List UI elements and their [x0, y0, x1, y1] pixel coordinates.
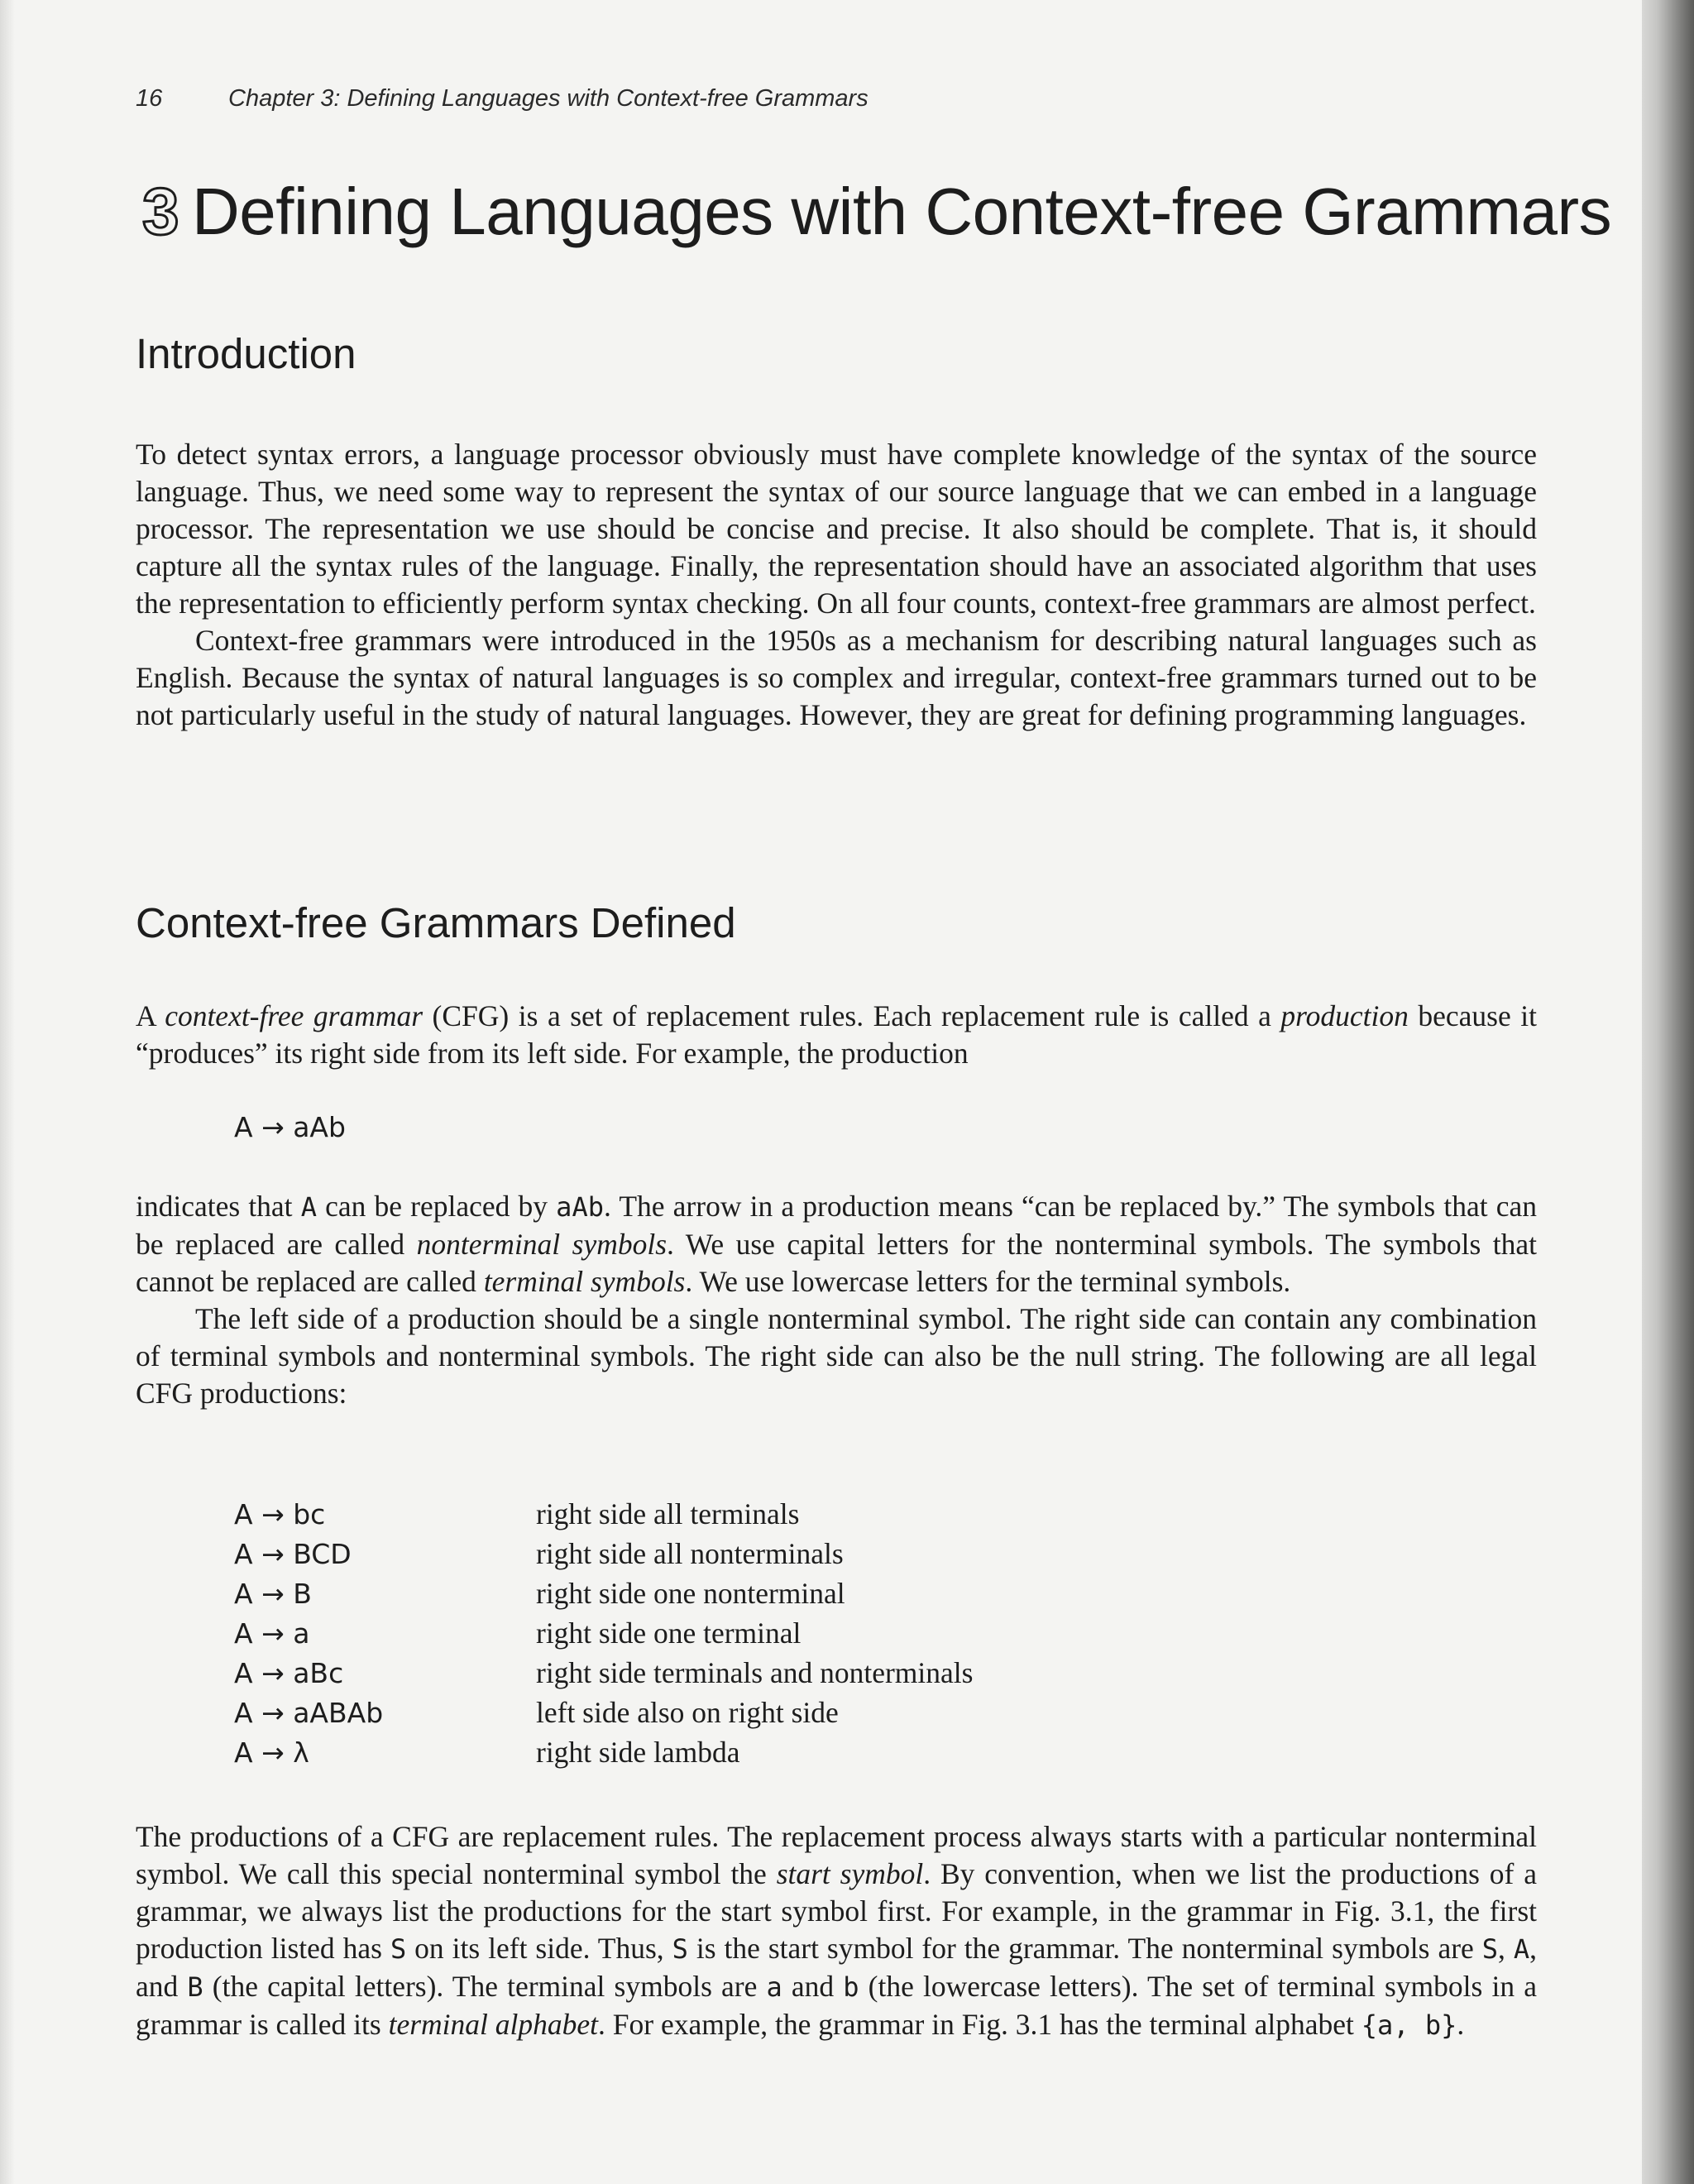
list-item: [234, 1613, 1227, 1653]
cfg-text-2: [136, 1188, 1537, 1412]
symbol: A: [1513, 1933, 1530, 1965]
intro-paragraph-1: To detect syntax errors, a language processor obviously must have complete knowledge of the syntax of the source language. Thus, we need some way to represent the syntax of our source language that we can embed in a language processor. The representation we use should be concise and precise. It also should be complete. That is, it should capture all the syntax rules of the language. Finally, the representation should have an associated algorithm that uses the representation to efficiently perform syntax checking. On all four counts, context-free grammars are almost perfect.: [136, 438, 1537, 620]
production-description: right side lambda: [536, 1736, 740, 1769]
term-production: production: [1280, 999, 1409, 1032]
list-item: [234, 1732, 1227, 1772]
page-number: 16: [136, 85, 163, 112]
production: A → aABAb: [234, 1696, 384, 1729]
symbol: S: [672, 1933, 688, 1965]
production-description: right side one terminal: [536, 1616, 802, 1650]
symbol: S: [1481, 1933, 1499, 1965]
page-edge-shadow: [0, 0, 15, 2184]
term-terminal-alphabet: terminal alphabet: [388, 2008, 599, 2041]
production-description: left side also on right side: [536, 1696, 839, 1729]
production: A → λ: [234, 1736, 309, 1769]
running-head-title: Chapter 3: Defining Languages with Context-free Grammars: [228, 85, 869, 112]
cfg-paragraph-2: indicates that A can be replaced by aAb. The arrow in a production means “can be replaced by.” The symbols that can be replaced are called nonterminal symbols. We use capital letters for the nonterminal symbols. The symbols that cannot be replaced are called terminal symbols. We use lowercase letters for the terminal symbols.: [136, 1190, 1538, 1298]
symbol: a: [766, 1971, 782, 2003]
intro-text: [136, 436, 1537, 734]
chapter-title: [142, 174, 1611, 250]
symbol: b: [843, 1971, 859, 2003]
symbol: S: [390, 1933, 407, 1965]
production-description: right side one nonterminal: [536, 1577, 845, 1610]
running-head: [136, 85, 869, 113]
chapter-title-text: Defining Languages with Context-free Grammars: [192, 175, 1612, 248]
cfg-paragraph-3: The left side of a production should be a single nonterminal symbol. The right side can contain any combination of terminal symbols and nonterminal symbols. The right side can also be the null string. The following are all legal CFG productions:: [136, 1302, 1537, 1410]
list-item: [234, 1494, 1227, 1534]
production: A → B: [234, 1577, 312, 1610]
chapter-number: 3: [142, 175, 179, 248]
list-item: [234, 1573, 1227, 1613]
list-item: [234, 1693, 1227, 1732]
production-description: right side all terminals: [536, 1497, 800, 1530]
term-nonterminal-symbols: nonterminal symbols: [416, 1228, 668, 1261]
term-terminal-symbols: terminal symbols: [483, 1265, 686, 1298]
list-item: [234, 1653, 1227, 1693]
cfg-paragraph-4: The productions of a CFG are replacement rules. The replacement process always starts with a particular nonterminal symbol. We call this special nonterminal symbol the start symbol. By convention, when we list the productions of a grammar, we always list the productions for the start symbol first. For example, in the grammar in Fig. 3.1, the first production listed has S on its left side. Thus, S is the start symbol for the grammar. The nonterminal symbols are S, A, and B (the capital letters). The terminal symbols are a and b (the lowercase letters). The set of terminal symbols in a grammar is called its terminal alphabet. For example, the grammar in Fig. 3.1 has the terminal alphabet {a, b}.: [136, 1820, 1537, 2041]
list-item: [234, 1534, 1227, 1573]
book-binding-edge: [1642, 0, 1694, 2184]
production: A → BCD: [234, 1537, 352, 1570]
term-start-symbol: start symbol: [776, 1857, 924, 1890]
term-context-free-grammar: context-free grammar: [165, 999, 424, 1032]
intro-paragraph-2: Context-free grammars were introduced in the 1950s as a mechanism for describing natural languages such as English. Because the syntax of natural languages is so complex and irregular, context-free grammars turned out to be not particularly useful in the study of natural languages. However, they are great for defining programming languages.: [136, 624, 1537, 731]
symbol: aAb: [556, 1191, 604, 1223]
production-description: right side all nonterminals: [536, 1537, 844, 1570]
production: A → aBc: [234, 1656, 344, 1689]
terminal-alphabet-set: {a, b}: [1361, 2009, 1457, 2041]
production: A → bc: [234, 1497, 326, 1530]
section-heading-cfg-defined: Context-free Grammars Defined: [136, 899, 736, 946]
cfg-paragraph-1: A context-free grammar (CFG) is a set of replacement rules. Each replacement rule is called a production because it “produces” its right side from its left side. For example, the production: [136, 999, 1537, 1070]
symbol: B: [187, 1971, 203, 2003]
symbol: A: [300, 1191, 317, 1223]
section-heading-introduction: Introduction: [136, 330, 357, 377]
production-description: right side terminals and nonterminals: [536, 1656, 974, 1689]
production-examples-list: [234, 1494, 1227, 1772]
production: A → a: [234, 1616, 310, 1650]
example-production: A → aAb: [234, 1111, 346, 1143]
